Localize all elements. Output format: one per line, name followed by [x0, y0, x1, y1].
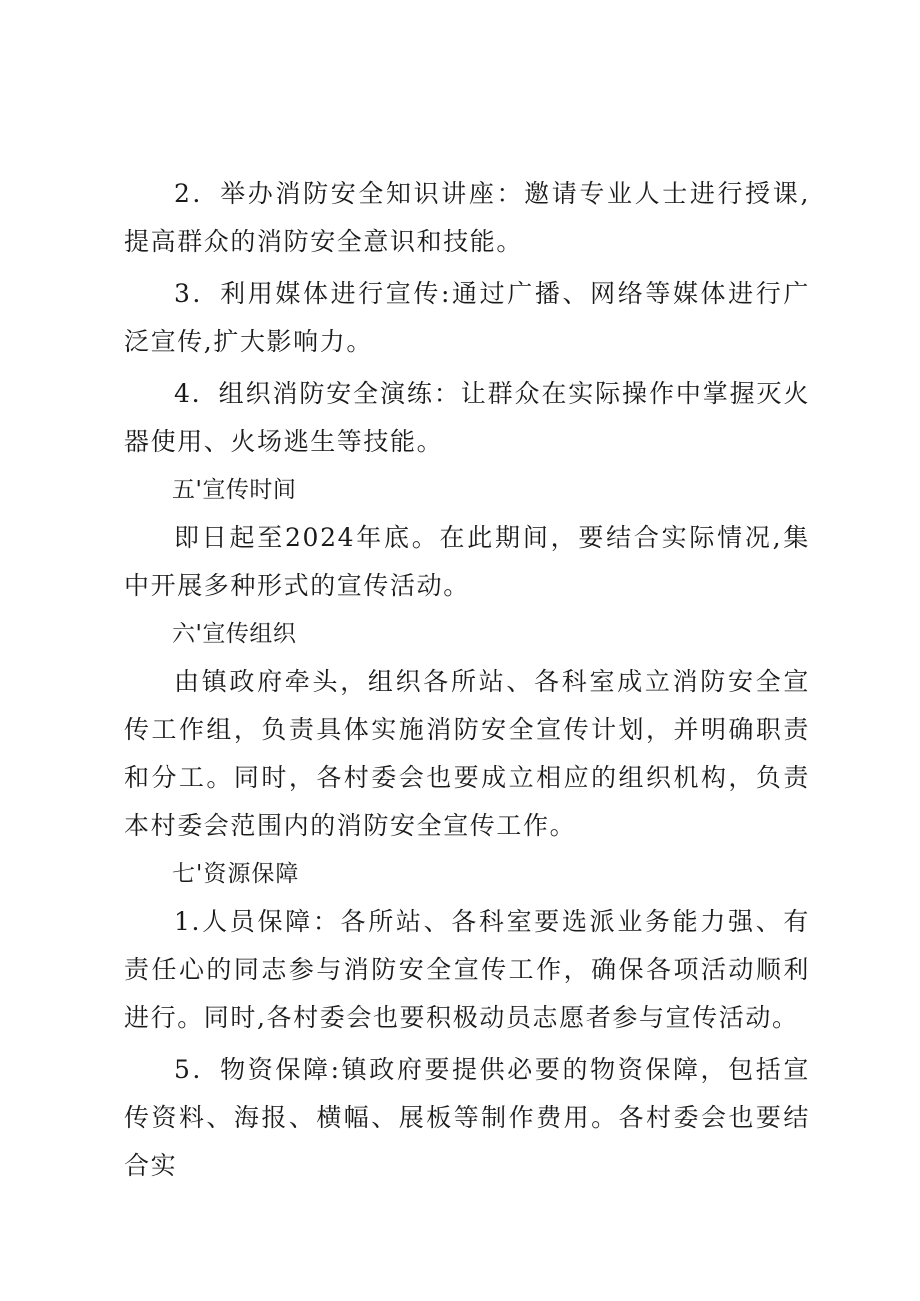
section-heading-time: 五'宣传时间: [172, 477, 297, 503]
paragraph-lecture: 2．举办消防安全知识讲座：邀请专业人士进行授课,提高群众的消防安全意识和技能。: [124, 179, 810, 256]
paragraph-materials: 5．物资保障:镇政府要提供必要的物资保障，包括宣传资料、海报、横幅、展板等制作费用。各村委会也要结合实: [124, 1055, 810, 1180]
paragraph-drill: 4．组织消防安全演练：让群众在实际操作中掌握灭火器使用、火场逃生等技能。: [124, 379, 810, 456]
paragraph-time: 即日起至2024年底。在此期间，要结合实际情况,集中开展多种形式的宣传活动。: [124, 523, 810, 600]
section-heading-resources: 七'资源保障: [172, 861, 300, 887]
section-heading-organization: 六'宣传组织: [172, 621, 297, 647]
paragraph-organization: 由镇政府牵头，组织各所站、各科室成立消防安全宣传工作组，负责具体实施消防安全宣传计划，并明确职责和分工。同时，各村委会也要成立相应的组织机构，负责本村委会范围内的消防安全宣传工作。: [124, 667, 810, 840]
document-body: [124, 170, 810, 1190]
paragraph-personnel: 1.人员保障：各所站、各科室要选派业务能力强、有责任心的同志参与消防安全宣传工作，确保各项活动顺利进行。同时,各村委会也要积极动员志愿者参与宣传活动。: [124, 907, 810, 1032]
paragraph-media: 3．利用媒体进行宣传:通过广播、网络等媒体进行广泛宣传,扩大影响力。: [124, 279, 810, 356]
